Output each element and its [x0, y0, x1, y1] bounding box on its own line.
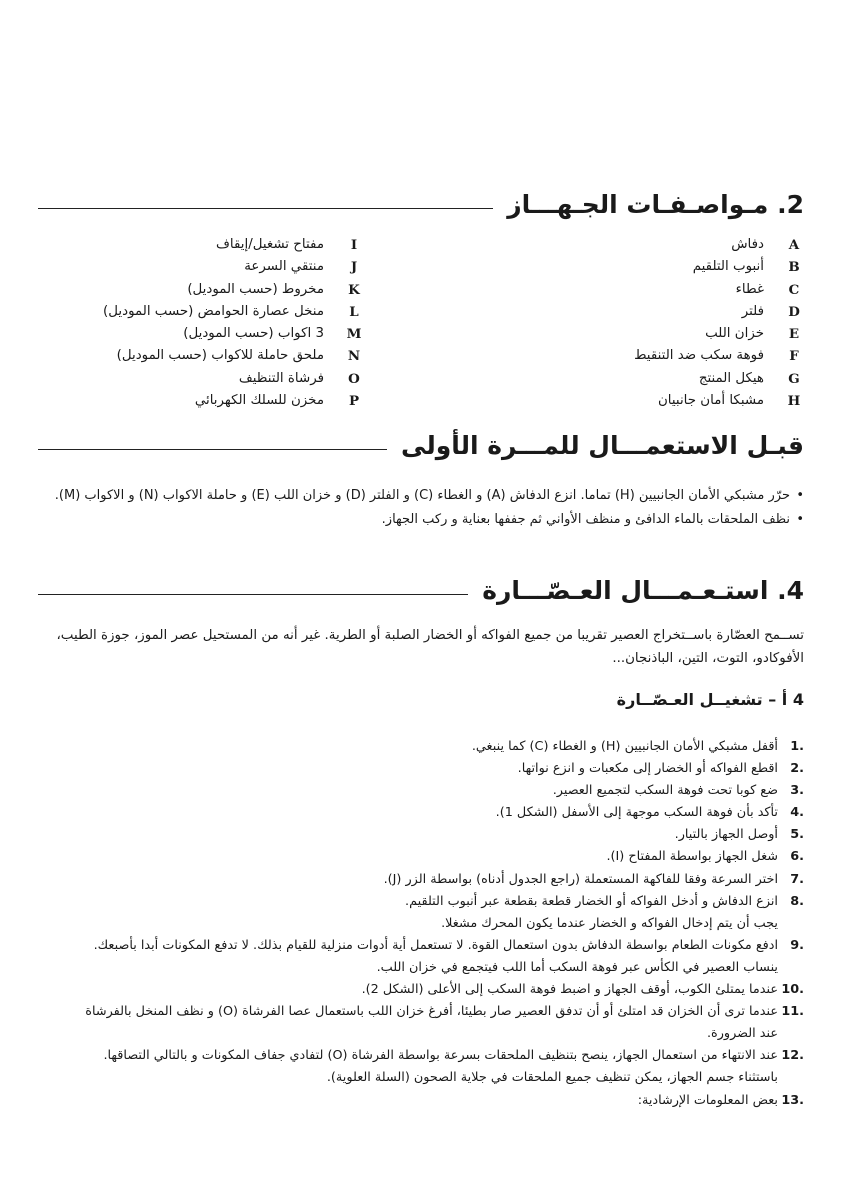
spec-letter: I: [350, 237, 358, 253]
step-item: [34, 979, 804, 1001]
step-item: [34, 780, 804, 802]
spec-letter: B: [788, 259, 800, 276]
step-item: [34, 846, 804, 868]
step-item: [34, 1045, 804, 1089]
spec-item: [103, 368, 368, 390]
section-2-title: 2. مـواصـفـات الجـهـــاز: [507, 189, 804, 219]
spec-letter: F: [789, 348, 799, 365]
spec-letter: O: [348, 370, 360, 387]
spec-item: [634, 279, 808, 301]
heading-divider: [38, 594, 468, 595]
step-line: اختر السرعة وفقا للفاكهة المستعملة (راجع الجدول أدناه) بواسطة الزر (J).: [383, 871, 778, 887]
spec-item: [103, 301, 368, 323]
step-line: أقفل مشبكي الأمان الجانبيين (H) و الغطاء (C) كما ينبغي.: [471, 739, 778, 754]
spec-item: [634, 368, 808, 390]
spec-label: هيكل المنتج: [698, 370, 764, 386]
step-line: اقطع الفواكه أو الخضار إلى مكعبات و انزع نواتها.: [517, 761, 778, 777]
spec-label: مخزن للسلك الكهربائي: [194, 393, 324, 409]
step-text: [34, 1001, 778, 1045]
spec-label: مشبكا أمان جانبيان: [657, 393, 764, 409]
spec-item: [103, 390, 368, 412]
spec-letter: J: [350, 259, 358, 276]
step-item: [34, 1001, 804, 1045]
step-text: [34, 802, 778, 824]
step-text: [34, 869, 778, 891]
step-item: [34, 824, 804, 846]
section-3-heading: [38, 425, 804, 465]
spec-label: مفتاح تشغيل/إيقاف: [216, 237, 324, 252]
spec-item: [634, 390, 808, 412]
spec-label: دفاش: [731, 237, 764, 252]
spec-letter: M: [346, 326, 362, 343]
section-2-heading: [38, 184, 804, 224]
step-number: .3: [790, 783, 804, 799]
heading-divider: [38, 449, 387, 450]
step-number: .4: [790, 805, 804, 821]
spec-label: فوهة سكب ضد التنقيط: [634, 348, 764, 364]
spec-item: [634, 301, 808, 323]
spec-item: [103, 345, 368, 367]
step-line: باستثناء جسم الجهاز، يمكن تنظيف جميع الملحقات في جلاية الصحون (السلة العلوية).: [326, 1070, 778, 1086]
operating-steps: [34, 736, 804, 1112]
step-item: [34, 1090, 804, 1112]
step-line: تأكد بأن فوهة السكب موجهة إلى الأسفل (الشكل 1).: [495, 805, 778, 821]
step-item: [34, 736, 804, 758]
step-text: [34, 891, 778, 935]
spec-label: خزان اللب: [705, 326, 764, 342]
section-4-title: 4. استـعـمـــال العـصّـــارة: [482, 575, 804, 605]
spec-letter: E: [788, 326, 800, 343]
subsection-4a-title: 4 أ – تشغيــل العـصّــارة: [616, 690, 804, 709]
spec-letter: N: [347, 348, 361, 365]
step-number: .12: [781, 1048, 804, 1064]
step-number: .1: [790, 739, 804, 754]
step-line: ضع كوبا تحت فوهة السكب لتجميع العصير.: [552, 783, 778, 799]
spec-label: 3 اكواب (حسب الموديل): [183, 326, 324, 342]
spec-letter: A: [788, 237, 800, 253]
step-number: .7: [790, 871, 804, 887]
before-first-use-list: [30, 484, 804, 532]
spec-label: ملحق حاملة للاكواب (حسب الموديل): [116, 348, 324, 364]
step-number: .6: [790, 849, 804, 865]
step-text: [34, 780, 778, 802]
spec-letter: G: [788, 370, 800, 387]
step-line: أوصل الجهاز بالتيار.: [674, 827, 778, 843]
step-text: [34, 979, 778, 1001]
step-item: [34, 935, 804, 979]
spec-item: [634, 345, 808, 367]
spec-letter: D: [788, 303, 800, 320]
spec-label: فرشاة التنظيف: [238, 370, 324, 386]
spec-letter: P: [348, 393, 360, 410]
step-line: عند الانتهاء من استعمال الجهاز، ينصح بتنظيف الملحقات بسرعة بواسطة الفرشاة (O) لتفادي جفاف المكونات و بالتالي التصاقها.: [103, 1048, 778, 1064]
step-line: يجب أن يتم إدخال الفواكه و الخضار عندما يكون المحرك مشغلا.: [441, 915, 778, 931]
heading-divider: [38, 208, 493, 209]
spec-label: مخروط (حسب الموديل): [187, 281, 324, 297]
spec-list-a-h: [634, 234, 808, 412]
step-item: [34, 869, 804, 891]
step-text: [34, 824, 778, 846]
section-4-heading: [38, 570, 804, 610]
spec-item: [634, 256, 808, 278]
step-line: ادفع مكونات الطعام بواسطة الدفاش بدون استعمال القوة. لا تستعمل أية أدوات منزلية للقيام بذلك. لا تدفع المكونات أبدا بأصبعك.: [93, 937, 778, 953]
section-3-title: قبـل الاستعمـــال للمـــرة الأولى: [401, 430, 804, 460]
spec-label: فلتر: [741, 303, 764, 319]
step-number: .8: [790, 893, 804, 909]
spec-item: [634, 234, 808, 256]
step-text: [34, 758, 778, 780]
step-line: عند الضرورة.: [706, 1026, 778, 1042]
spec-label: أنبوب التلقيم: [692, 259, 764, 275]
step-line: بعض المعلومات الإرشادية:: [637, 1092, 778, 1108]
step-number: .11: [781, 1004, 804, 1020]
step-line: شغل الجهاز بواسطة المفتاح (I).: [606, 849, 778, 865]
spec-letter: C: [788, 281, 800, 298]
step-line: عندما يمتلئ الكوب، أوقف الجهاز و اضبط فوهة السكب إلى الأعلى (الشكل 2).: [361, 982, 778, 998]
step-item: [34, 802, 804, 824]
spec-label: منتقي السرعة: [244, 259, 324, 275]
step-text: [34, 736, 778, 758]
section-4-intro: تســمح العصّارة باســتخراج العصير تقريبا من جميع الفواكه أو الخضار الصلبة أو الطرية. غير أنه من المستحيل عصر الموز، جوزة الطيب، الأفوكادو، التوت، التين، الباذنجان...: [56, 628, 804, 666]
spec-item: [103, 279, 368, 301]
spec-item: [103, 234, 368, 256]
step-number: .10: [781, 982, 804, 998]
step-number: .2: [790, 761, 804, 777]
spec-list-i-p: [103, 234, 368, 412]
step-line: انزع الدفاش و أدخل الفواكه أو الخضار قطعة بقطعة عبر أنبوب التلقيم.: [405, 893, 778, 909]
step-text: [34, 1045, 778, 1089]
list-item: • نظف الملحقات بالماء الدافئ و منظف الأواني ثم جففها بعناية و ركب الجهاز.: [30, 508, 804, 532]
step-line: ينساب العصير في الكأس عبر فوهة السكب أما اللب فيتجمع في خزان اللب.: [376, 959, 778, 975]
spec-label: غطاء: [735, 281, 764, 297]
step-text: [34, 1090, 778, 1112]
spec-item: [103, 323, 368, 345]
step-number: .13: [781, 1092, 804, 1108]
step-item: [34, 758, 804, 780]
step-item: [34, 891, 804, 935]
step-line: عندما ترى أن الخزان قد امتلئ أو أن تدفق العصير صار بطيئا، أفرغ خزان اللب باستعمال عصا الفرشاة (O) و نظف المنخل بالفرشاة: [85, 1004, 778, 1020]
spec-label: منخل عصارة الحوامض (حسب الموديل): [103, 303, 324, 319]
spec-letter: L: [349, 303, 359, 320]
step-number: .5: [790, 827, 804, 843]
step-text: [34, 846, 778, 868]
spec-letter: H: [787, 393, 801, 410]
spec-letter: K: [348, 281, 360, 298]
step-text: [34, 935, 778, 979]
spec-item: [103, 256, 368, 278]
list-item: • حرّر مشبكي الأمان الجانبيين (H) تماما. انزع الدفاش (A) و الغطاء (C) و الفلتر (D) و خزان اللب (E) و حاملة الاكواب (N) و الاكواب (M).: [30, 484, 804, 508]
spec-item: [634, 323, 808, 345]
step-number: .9: [790, 937, 804, 953]
